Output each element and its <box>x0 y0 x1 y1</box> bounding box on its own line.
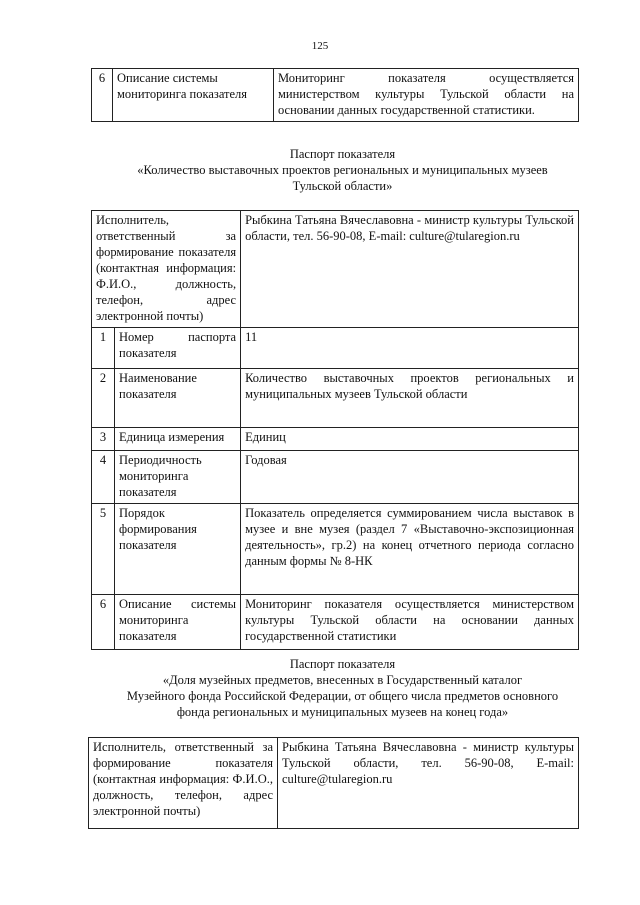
row-number: 1 <box>92 328 115 369</box>
passport-1-subtitle-line: Тульской области» <box>292 179 393 193</box>
top-continuation-table <box>91 68 579 122</box>
passport-2-title: Паспорт показателя <box>289 657 396 671</box>
row-number: 6 <box>92 69 113 122</box>
table-row <box>92 69 579 122</box>
table-row <box>92 504 579 595</box>
row-label: Наименование показателя <box>115 369 241 428</box>
row-value: Годовая <box>241 451 579 504</box>
row-number: 2 <box>92 369 115 428</box>
row-value: 11 <box>241 328 579 369</box>
passport-1-title: Паспорт показателя <box>289 147 396 161</box>
executor-row <box>89 738 579 829</box>
executor-value: Рыбкина Татьяна Вячеславовна - министр культуры Тульской области, тел. 56-90-08, E-mail: culture@tularegion.ru <box>278 738 579 829</box>
passport-2-table <box>88 737 579 829</box>
passport-1-subtitle-line: «Количество выставочных проектов региональных и муниципальных музеев <box>137 163 548 177</box>
table-row <box>92 451 579 504</box>
row-value: Единиц <box>241 428 579 451</box>
row-label: Номер паспорта показателя <box>115 328 241 369</box>
row-value: Мониторинг показателя осуществляется министерством культуры Тульской области на основании данных государственной статистики. <box>274 69 579 122</box>
passport-2-heading <box>60 656 625 720</box>
passport-2-subtitle-line: фонда региональных и муниципальных музеев на конец года» <box>176 705 509 719</box>
row-value: Показатель определяется суммированием числа выставок в музее и вне музея (раздел 7 «Выставочно-экспозиционная деятельность», гр.2) на конец отчетного периода согласно данным формы № 8-НК <box>241 504 579 595</box>
table-row <box>92 328 579 369</box>
row-number: 5 <box>92 504 115 595</box>
table-row <box>92 369 579 428</box>
row-number: 6 <box>92 595 115 650</box>
row-number: 4 <box>92 451 115 504</box>
executor-value: Рыбкина Татьяна Вячеславовна - министр культуры Тульской области, тел. 56-90-08, E-mail: culture@tularegion.ru <box>241 211 579 328</box>
table-row <box>92 595 579 650</box>
row-label: Периодичность мониторинга показателя <box>115 451 241 504</box>
row-label: Описание системы мониторинга показателя <box>113 69 274 122</box>
passport-1-heading <box>70 146 615 194</box>
executor-row <box>92 211 579 328</box>
row-label: Порядок формирования показателя <box>115 504 241 595</box>
executor-label: Исполнитель, ответственный за формирование показателя (контактная информация: Ф.И.О., должность, телефон, адрес электронной почты) <box>89 738 278 829</box>
row-value: Мониторинг показателя осуществляется министерством культуры Тульской области на основании данных государственной статистики <box>241 595 579 650</box>
executor-label: Исполнитель, ответственный за формирование показателя (контактная информация: Ф.И.О., должность, телефон, адрес электронной почты) <box>92 211 241 328</box>
row-label: Описание системы мониторинга показателя <box>115 595 241 650</box>
row-label: Единица измерения <box>115 428 241 451</box>
row-value: Количество выставочных проектов региональных и муниципальных музеев Тульской области <box>241 369 579 428</box>
table-row <box>92 428 579 451</box>
passport-1-table <box>91 210 579 650</box>
passport-2-subtitle-line: «Доля музейных предметов, внесенных в Государственный каталог <box>162 673 523 687</box>
row-number: 3 <box>92 428 115 451</box>
passport-2-subtitle-line: Музейного фонда Российской Федерации, от общего числа предметов основного <box>126 689 559 703</box>
page-number: 125 <box>311 40 329 52</box>
